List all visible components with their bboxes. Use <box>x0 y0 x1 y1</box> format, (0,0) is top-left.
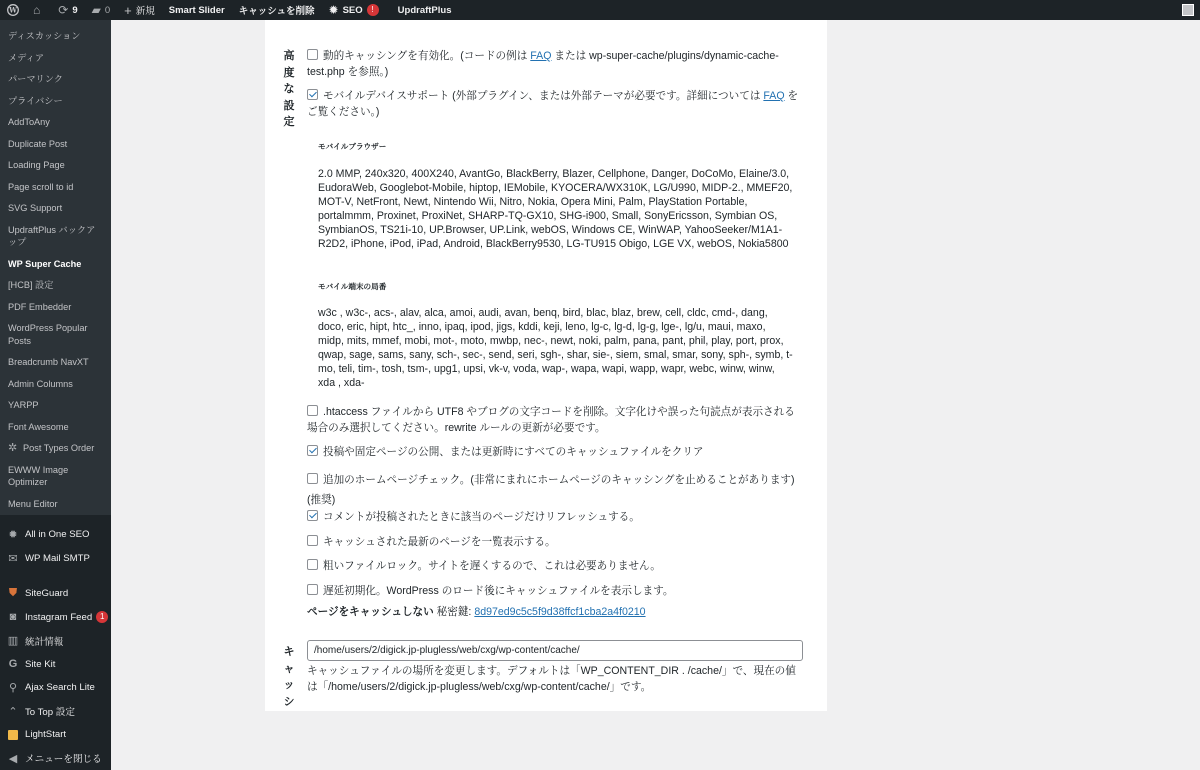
gear-icon: ✲ <box>8 442 20 455</box>
instagram-badge: 1 <box>96 611 108 623</box>
submenu-item[interactable]: AddToAny <box>0 112 111 134</box>
label-char: な <box>282 81 296 98</box>
plus-icon: + <box>124 4 132 17</box>
secret-key-row <box>307 605 803 621</box>
menu-label: SiteGuard <box>25 588 68 599</box>
mobile-prefixes-list: w3c , w3c-, acs-, alav, alca, amoi, audi, avan, benq, bird, blac, blaz, brew, cell, cldc, cmd-, dang, doco, eric, hipt, htc_, inno, ipaq, ipod, jigs, kddi, keji, leno, lg-c, lg-d, lg-g, lge-, lg/u, maui, maxo, midp, mits, mmef, mobi, mot-, moto, mwbp, nec-, newt, noki, palm, pana, pant, phil, play, port, prox, qwap, sage, sams, sany, sch-, sec-, send, seri, sgh-, shar, sie-, siem, smal, smar, sony, sph-, symb, t-mo, teli, tim-, tosh, tsm-, upg1, upsi, vk-v, voda, wap-, wapa, wapi, wapp, wapr, webc, winw, winw, xda , xda- <box>318 306 793 390</box>
mail-icon: ✉ <box>6 551 20 565</box>
smart-slider-menu[interactable] <box>162 0 232 20</box>
htaccess-option <box>307 405 803 436</box>
user-avatar[interactable] <box>1182 4 1194 16</box>
instagram-icon: ◙ <box>6 610 20 624</box>
plugin-menu-b <box>0 582 111 770</box>
secret-key-link[interactable]: 8d97ed9c5c5f9d38ffcf1cba2a4f0210 <box>474 606 645 618</box>
svg-text:W: W <box>8 6 17 15</box>
homepage-check-option <box>307 470 803 510</box>
label-char: シ <box>282 694 296 711</box>
refresh-on-comment-checkbox[interactable] <box>307 510 318 521</box>
coarse-lock-option <box>307 559 803 575</box>
stats-icon: ▥ <box>6 634 20 648</box>
submenu-item[interactable]: UpdraftPlus バックアップ <box>0 220 111 254</box>
label-char: キ <box>282 644 296 661</box>
mobile-support-option <box>307 89 803 120</box>
admin-sidebar <box>0 20 111 711</box>
label-char: 定 <box>282 114 296 131</box>
no-cache-label: ページをキャッシュしない <box>307 606 434 618</box>
submenu-item-post-types-order[interactable] <box>0 438 111 460</box>
dynamic-caching-option <box>307 49 803 80</box>
menu-stats[interactable] <box>0 629 111 653</box>
submenu-item[interactable]: パーマリンク <box>0 69 111 91</box>
menu-ajax-search-lite[interactable] <box>0 676 111 700</box>
menu-label: メニューを閉じる <box>25 751 102 765</box>
comments-count: 0 <box>105 5 110 16</box>
admin-bar <box>0 0 1200 20</box>
lightstart-icon <box>6 728 20 742</box>
submenu-item-label: Post Types Order <box>23 443 94 453</box>
refresh-on-comment-option <box>307 510 803 526</box>
cache-location-input[interactable]: /home/users/2/digick.jp-plugless/web/cxg/wp-content/cache/ <box>307 640 803 661</box>
submenu-item[interactable]: Admin Columns <box>0 374 111 396</box>
seo-label: SEO <box>343 5 363 16</box>
mobile-browsers-list: 2.0 MMP, 240x320, 400X240, AvantGo, BlackBerry, Blazer, Cellphone, Danger, DoCoMo, Elaine/3.0, EudoraWeb, Googlebot-Mobile, hiptop, IEMobile, KYOCERA/WX310K, LG/U990, MIDP-2., MMEF20, MOT-V, NetFront, Newt, Nintendo Wii, Nitro, Nokia, Opera Mini, Palm, PlayStation Portable, portalmmm, Proxinet, ProxiNet, SHARP-TQ-GX10, SHG-i900, Small, SonyEricsson, Symbian OS, SymbianOS, TS21i-10, UP.Browser, UP.Link, webOS, Windows CE, WinWAP, YahooSeeker/M1A1-R2D2, iPhone, iPod, iPad, Android, BlackBerry9530, LG-TU915 Obigo, LGE VX, webOS, Nokia5800 <box>318 167 793 251</box>
option-text: 追加のホームページチェック。(非常にまれにホームページのキャッシングを止めることがあります) (推奨) <box>307 474 795 506</box>
menu-wp-mail-smtp[interactable] <box>0 547 111 571</box>
updates-count: 9 <box>72 5 77 16</box>
menu-label: Site Kit <box>25 659 55 670</box>
updraftplus-label: UpdraftPlus <box>398 5 452 16</box>
submenu-item[interactable]: Font Awesome <box>0 417 111 439</box>
menu-label: Ajax Search Lite <box>25 682 95 693</box>
cache-location-help: キャッシュファイルの場所を変更します。デフォルトは「WP_CONTENT_DIR . /cache/」で、現在の値は「/home/users/2/digick.jp-plugless/web/cxg/wp-content/cache/」です。 <box>307 664 803 695</box>
submenu-item[interactable]: YARPP <box>0 395 111 417</box>
faq-link[interactable]: FAQ <box>530 50 551 62</box>
menu-lightstart[interactable] <box>0 723 111 747</box>
aioseo-icon: ✹ <box>329 4 339 16</box>
submenu-item[interactable]: Page scroll to id <box>0 177 111 199</box>
option-text: 粗いファイルロック。サイトを遅くするので、これは必要ありません。 <box>323 560 661 572</box>
secret-key-label: 秘密鍵: <box>434 606 475 618</box>
dynamic-caching-checkbox[interactable] <box>307 49 318 60</box>
aioseo-icon: ✹ <box>6 528 20 542</box>
mobile-browsers-heading: モバイルブラウザー <box>318 141 386 152</box>
submenu-item[interactable]: EWWW Image Optimizer <box>0 460 111 494</box>
option-text: 投稿や固定ページの公開、または更新時にすべてのキャッシュファイルをクリア <box>323 446 704 458</box>
menu-to-top[interactable] <box>0 700 111 724</box>
shield-icon: ⛊ <box>6 587 20 601</box>
menu-label: All in One SEO <box>25 529 90 540</box>
submenu-item[interactable]: Breadcrumb NavXT <box>0 352 111 374</box>
wordpress-icon <box>7 4 19 16</box>
clear-on-publish-checkbox[interactable] <box>307 445 318 456</box>
comment-icon: ▰ <box>92 4 101 16</box>
submenu-item[interactable]: SVG Support <box>0 198 111 220</box>
menu-siteguard[interactable] <box>0 582 111 606</box>
homepage-check-checkbox[interactable] <box>307 473 318 484</box>
label-char: 設 <box>282 98 296 115</box>
faq-link[interactable]: FAQ <box>763 90 784 102</box>
option-text: 遅延初期化。WordPress のロード後にキャッシュファイルを表示します。 <box>323 585 674 597</box>
new-label: 新規 <box>136 3 155 17</box>
menu-label: LightStart <box>25 729 66 740</box>
list-recent-checkbox[interactable] <box>307 535 318 546</box>
mobile-support-checkbox[interactable] <box>307 89 318 100</box>
settings-submenu <box>0 20 111 515</box>
submenu-item-current[interactable]: WP Super Cache <box>0 254 111 276</box>
submenu-item[interactable]: WordPress Popular Posts <box>0 318 111 352</box>
menu-label: WP Mail SMTP <box>25 553 90 564</box>
label-char: ッ <box>282 677 296 694</box>
label-char: 度 <box>282 65 296 82</box>
option-text: .htaccess ファイルから UTF8 やブログの文字コードを削除。文字化けや誤った句読点が表示される場合のみ選択してください。rewrite ルールの更新が必要です。 <box>307 406 795 434</box>
smart-slider-label: Smart Slider <box>169 5 225 16</box>
seo-menu[interactable] <box>322 0 386 20</box>
option-text: キャッシュされた最新のページを一覧表示する。 <box>323 536 556 548</box>
submenu-item[interactable]: プライバシー <box>0 91 111 113</box>
google-g-icon: G <box>6 657 20 671</box>
search-icon: ⚲ <box>6 681 20 695</box>
menu-label: 統計情報 <box>25 634 63 648</box>
updates-menu[interactable] <box>51 0 84 20</box>
option-text: または wp-super-cache/plugins/dynamic-cache-test.php を参照。) <box>307 50 779 78</box>
new-content-menu[interactable] <box>117 0 162 20</box>
label-char: 高 <box>282 48 296 65</box>
menu-site-kit[interactable] <box>0 653 111 677</box>
late-init-option <box>307 584 803 600</box>
submenu-item[interactable]: Menu Editor <box>0 494 111 516</box>
coarse-lock-checkbox[interactable] <box>307 559 318 570</box>
plugin-menu-a <box>0 523 111 570</box>
late-init-checkbox[interactable] <box>307 584 318 595</box>
collapse-icon: ◀ <box>6 751 20 765</box>
menu-instagram-feed[interactable] <box>0 606 111 630</box>
submenu-item[interactable]: Duplicate Post <box>0 134 111 156</box>
updates-icon: ⟳ <box>58 4 68 16</box>
option-text: モバイルデバイスサポート (外部プラグイン、または外部テーマが必要です。詳細については <box>323 90 763 102</box>
menu-label: Instagram Feed <box>25 612 92 623</box>
home-icon: ⌂ <box>33 4 40 16</box>
wordpress-logo-menu[interactable] <box>0 0 26 20</box>
updraftplus-menu[interactable] <box>386 0 459 20</box>
menu-label: To Top 設定 <box>25 704 75 718</box>
advanced-section-label <box>282 48 296 131</box>
clear-on-publish-option <box>307 445 803 461</box>
menu-all-in-one-seo[interactable] <box>0 523 111 547</box>
option-text: 動的キャッシングを有効化。(コードの例は <box>323 50 530 62</box>
submenu-item[interactable]: PDF Embedder <box>0 297 111 319</box>
htaccess-checkbox[interactable] <box>307 405 318 416</box>
site-home-menu[interactable] <box>26 0 51 20</box>
option-text: をご覧ください。) <box>307 90 798 118</box>
option-text: コメントが投稿されたときに該当のページだけリフレッシュする。 <box>323 511 640 523</box>
delete-cache-menu[interactable] <box>232 0 322 20</box>
seo-notification-badge: ! <box>367 4 379 16</box>
collapse-menu-button[interactable] <box>0 747 111 770</box>
comments-menu[interactable] <box>85 0 118 20</box>
label-char: ャ <box>282 661 296 678</box>
submenu-item[interactable]: [HCB] 設定 <box>0 275 111 297</box>
submenu-item[interactable]: Loading Page <box>0 155 111 177</box>
cache-location-section-label <box>282 644 296 710</box>
arrow-up-icon: ⌃ <box>6 704 20 718</box>
submenu-item[interactable]: ディスカッション <box>0 26 111 48</box>
delete-cache-label: キャッシュを削除 <box>239 3 315 17</box>
submenu-item[interactable]: メディア <box>0 48 111 70</box>
list-recent-option <box>307 535 803 551</box>
mobile-prefixes-heading: モバイル端末の局番 <box>318 281 386 292</box>
